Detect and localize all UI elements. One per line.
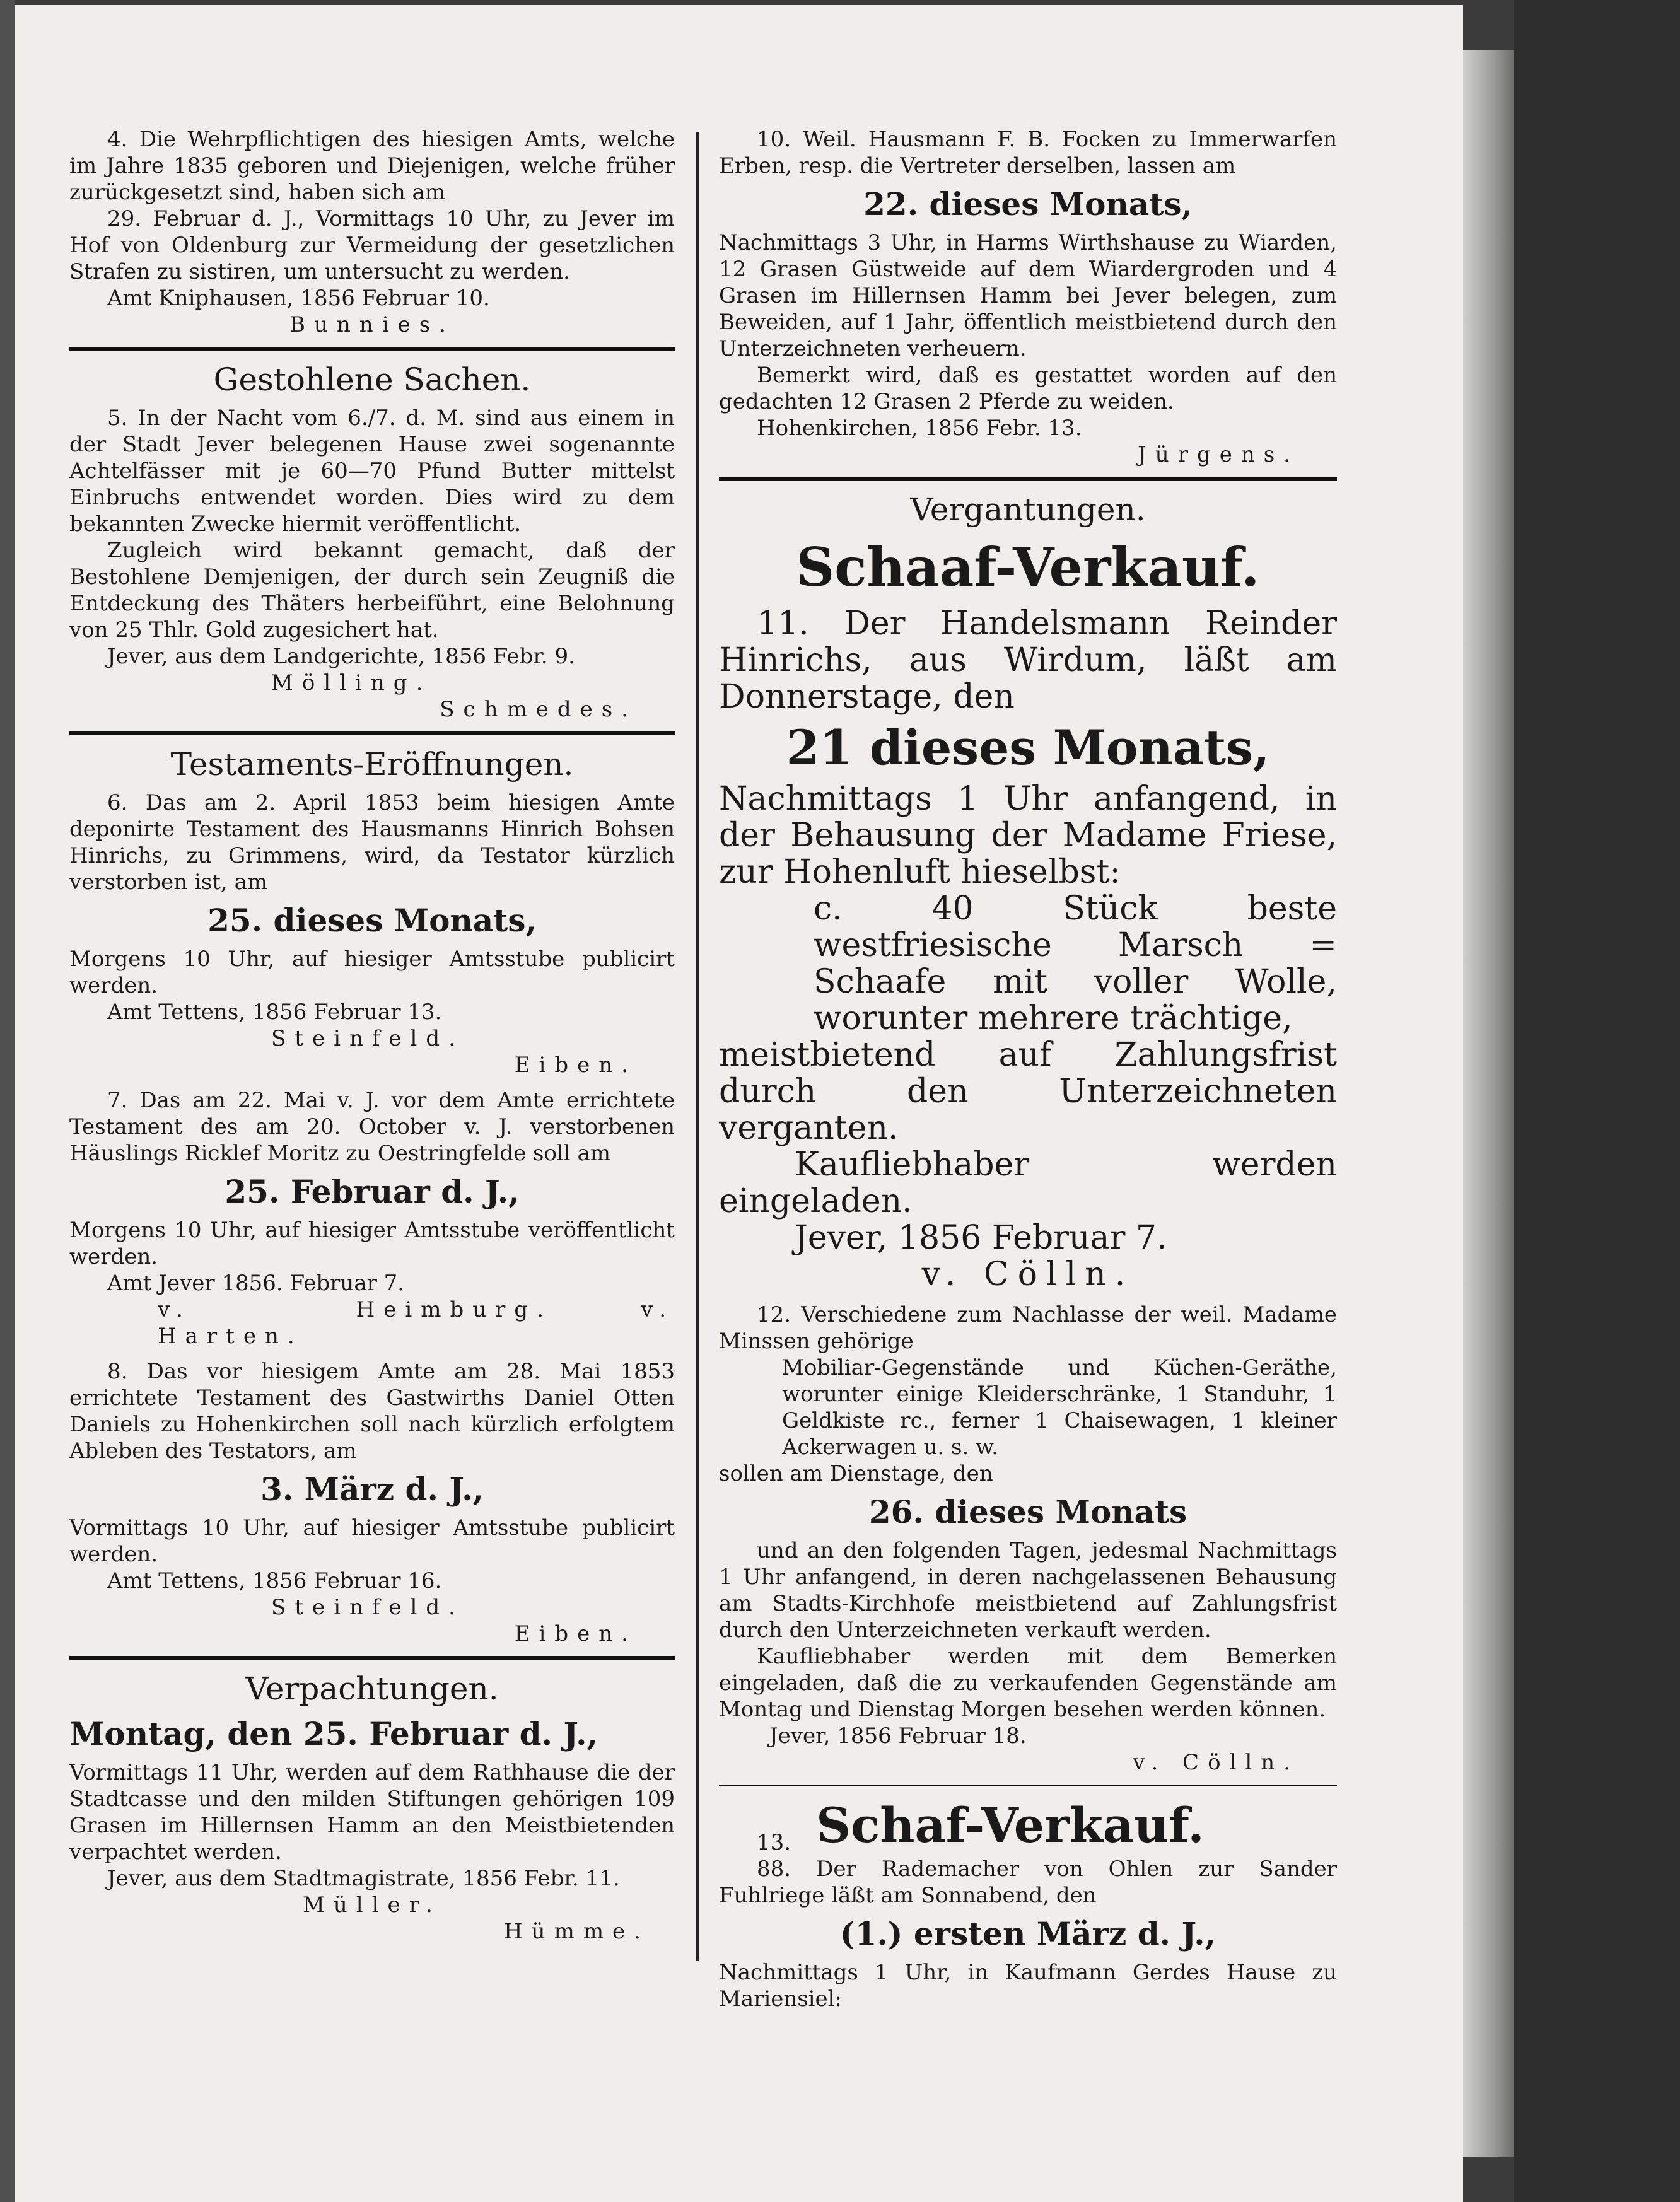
section-heading-verpachtungen: Verpachtungen. [245, 1670, 499, 1707]
book-edge [1514, 0, 1680, 2202]
divider [69, 1656, 675, 1660]
notice-6-signature-2: Eiben. [514, 1052, 637, 1078]
notice-12-text: 12. Verschiedene zum Nachlasse der weil. Madame Minssen gehörige [719, 1302, 1337, 1354]
notice-12-details: und an den folgenden Tagen, jedesmal Nachmittags 1 Uhr anfangend, in deren nachgelassenen Behausung am Stadts-Kirchhofe meistbietend auf Zahlungsfrist durch den Unterzeichneten verkauft werden. [719, 1538, 1337, 1643]
notice-13-text: 88. Der Rademacher von Ohlen zur Sander Fuhlriege läßt am Sonnabend, den [719, 1856, 1337, 1908]
right-column [719, 126, 1337, 2012]
notice-8-text: 8. Das vor hiesigem Amte am 28. Mai 1853 errichtete Testament des Gastwirths Daniel Otten Daniels zu Hohenkirchen soll nach kürzlich erfolgtem Ableben des Testators, am [69, 1359, 675, 1464]
notice-11-goods: c. 40 Stück beste westfriesische Marsch = Schaafe mit voller Wolle, worunter mehrere trächtige, [814, 890, 1337, 1037]
left-edge [0, 0, 15, 2202]
notice-11-date: 21 dieses Monats, [786, 719, 1270, 776]
divider [719, 477, 1337, 481]
notice-8-date: 3. März d. J., [260, 1471, 484, 1508]
notice-6-date: 25. dieses Monats, [207, 902, 537, 939]
notice-4-signature: Bunnies. [289, 312, 455, 337]
notice-4-date: 29. Februar d. J., Vormittags 10 Uhr, zu Jever im Hof von Oldenburg zur Vermeidung der gesetzlichen Strafen zu sistiren, um untersucht zu werden. [69, 206, 675, 284]
notice-5-signature-2: Schmedes. [440, 697, 637, 722]
notice-7-date: 25. Februar d. J., [225, 1173, 520, 1210]
notice-9-signature-2: Hümme. [504, 1919, 650, 1944]
divider [69, 347, 675, 351]
notice-5-reward: Zugleich wird bekannt gemacht, daß der Bestohlene Demjenigen, der durch sein Zeugniß die Entdeckung des Thäters herbeiführt, eine Belohnung von 25 Thlr. Gold zugesichert hat. [69, 538, 675, 643]
headline-schaf-verkauf: Schaf-Verkauf. [816, 1797, 1205, 1853]
notice-11-signature: v. Cölln. [921, 1255, 1135, 1293]
notice-9-place: Jever, aus dem Stadtmagistrate, 1856 Febr. 11. [107, 1866, 620, 1891]
notice-12-place: Jever, 1856 Februar 18. [769, 1723, 1027, 1749]
notice-5-place: Jever, aus dem Landgerichte, 1856 Febr. 9. [107, 644, 575, 669]
notice-9-text: Vormittags 11 Uhr, werden auf dem Rathhause die der Stadtcasse und den milden Stiftungen gehörigen 109 Grasen im Hillernsen Hamm an den Meistbietenden verpachtet werden. [69, 1760, 675, 1865]
notice-8-office: Amt Tettens, 1856 Februar 16. [107, 1568, 442, 1593]
section-heading-vergantungen: Vergantungen. [910, 491, 1146, 528]
notice-6-text: 6. Das am 2. April 1853 beim hiesigen Amte deponirte Testament des Hausmanns Hinrich Bohsen Hinrichs, zu Grimmens, wird, da Testator kürzlich verstorben ist, am [69, 790, 675, 895]
notice-5-text: 5. In der Nacht vom 6./7. d. M. sind aus einem in der Stadt Jever belegenen Hause zwei sogenannte Achtelfässer mit je 60—70 Pfund Butter mittelst Einbruchs entwendet worden. Dies wird zu dem bekannten Zwecke hiermit veröffentlicht. [69, 405, 675, 537]
notice-12-signature: v. Cölln. [1133, 1750, 1299, 1775]
section-heading-gestohlene: Gestohlene Sachen. [213, 361, 531, 398]
page-binding [1463, 50, 1514, 2157]
notice-8-signature-2: Eiben. [514, 1621, 637, 1646]
notice-4-text: 4. Die Wehrpflichtigen des hiesigen Amts, welche im Jahre 1835 geboren und Diejenigen, welche früher zurückgesetzt sind, haben sich am [69, 127, 675, 205]
notice-12-date: 26. dieses Monats [868, 1493, 1187, 1530]
notice-7-office: Amt Jever 1856. Februar 7. [107, 1271, 405, 1296]
notice-12-invite: Kaufliebhaber werden mit dem Bemerken eingeladen, daß die zu verkaufenden Gegenstände am Montag und Dienstag Morgen besehen werden können. [719, 1644, 1337, 1722]
divider [719, 1785, 1337, 1786]
notice-10-place: Hohenkirchen, 1856 Febr. 13. [757, 416, 1082, 441]
notice-11-place: Jever, 1856 Februar 7. [795, 1219, 1167, 1257]
notice-8-time: Vormittags 10 Uhr, auf hiesiger Amtsstube publicirt werden. [69, 1515, 675, 1567]
notice-11-time-place: Nachmittags 1 Uhr anfangend, in der Behausung der Madame Friese, zur Hohenluft hieselbst: [719, 780, 1337, 891]
notice-7-text: 7. Das am 22. Mai v. J. vor dem Amte errichtete Testament des am 20. October v. J. verstorbenen Häuslings Ricklef Moritz zu Oestringfelde soll am [69, 1088, 675, 1166]
notice-7-time: Morgens 10 Uhr, auf hiesiger Amtsstube veröffentlicht werden. [69, 1218, 675, 1269]
section-heading-testament: Testaments-Eröffnungen. [170, 746, 574, 783]
notice-9-date: Montag, den 25. Februar d. J., [69, 1715, 598, 1752]
notice-12-sale: sollen am Dienstage, den [719, 1461, 993, 1486]
notice-13-time-place: Nachmittags 1 Uhr, in Kaufmann Gerdes Hause zu Mariensiel: [719, 1960, 1337, 2012]
notice-12-goods: Mobiliar-Gegenstände und Küchen-Geräthe, worunter einige Kleiderschränke, 1 Standuhr, 1 Geldkiste rc., ferner 1 Chaisewagen, 1 kleiner Ackerwagen u. s. w. [782, 1355, 1337, 1460]
notice-6-signature-1: Steinfeld. [271, 1026, 464, 1051]
notice-7-signature-1: v. Heimburg. [158, 1297, 553, 1322]
notice-8-signature-1: Steinfeld. [271, 1595, 464, 1620]
notice-11-terms: meistbietend auf Zahlungsfrist durch den Unterzeichneten verganten. [719, 1036, 1337, 1147]
notice-4-office: Amt Kniphausen, 1856 Februar 10. [107, 286, 490, 311]
notice-10-text: 10. Weil. Hausmann F. B. Focken zu Immerwarfen Erben, resp. die Vertreter derselben, lassen am [719, 127, 1337, 178]
notice-10-details: Nachmittags 3 Uhr, in Harms Wirthshause zu Wiarden, 12 Grasen Güstweide auf dem Wiardergroden und 4 Grasen im Hillernsen Hamm bei Jever belegen, zum Beweiden, auf 1 Jahr, öffentlich meistbietend durch den Unterzeichneten verheuern. [719, 230, 1337, 361]
notice-5-signature-1: Mölling. [271, 670, 432, 696]
notice-11-text: 11. Der Handelsmann Reinder Hinrichs, aus Wirdum, läßt am Donnerstage, den [719, 605, 1337, 716]
notice-7-signature [69, 1296, 675, 1349]
notice-10-signature: Jürgens. [1138, 442, 1299, 467]
notice-13-date: (1.) ersten März d. J., [839, 1915, 1216, 1952]
column-divider [696, 132, 699, 1961]
notice-10-date: 22. dieses Monats, [863, 185, 1193, 223]
notice-6-office: Amt Tettens, 1856 Februar 13. [107, 999, 442, 1025]
notice-13-number: 13. [757, 1830, 791, 1855]
notice-7-signature-2: v. Harten. [158, 1297, 675, 1349]
divider [69, 731, 675, 735]
left-column [69, 126, 675, 1945]
headline-schaaf-verkauf: Schaaf-Verkauf. [796, 536, 1260, 598]
notice-10-remark: Bemerkt wird, daß es gestattet worden auf den gedachten 12 Grasen 2 Pferde zu weiden. [719, 363, 1337, 414]
notice-13-header [719, 1795, 1337, 1856]
notice-9-signature-1: Müller. [303, 1892, 441, 1918]
notice-11-invite: Kaufliebhaber werden eingeladen. [719, 1146, 1337, 1220]
notice-6-time: Morgens 10 Uhr, auf hiesiger Amtsstube publicirt werden. [69, 947, 675, 998]
